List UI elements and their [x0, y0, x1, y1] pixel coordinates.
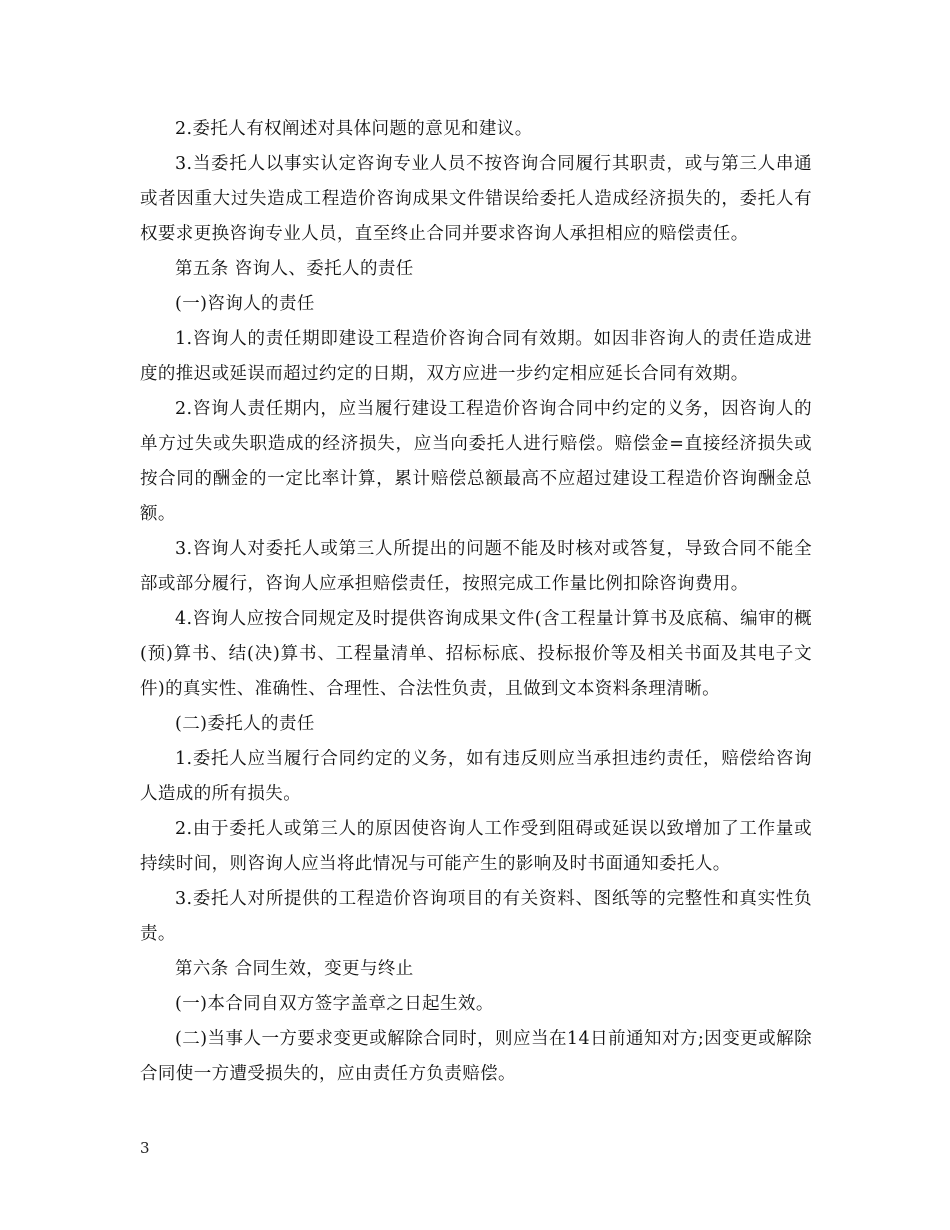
article-5-heading: 第五条 咨询人、委托人的责任 — [175, 259, 414, 279]
client-clause-3: 3.委托人对所提供的工程造价咨询项目的有关资料、图纸等的完整性和真实性负责。 — [140, 889, 812, 944]
client-clause-2: 2.由于委托人或第三人的原因使咨询人工作受到阻碍或延误以致增加了工作量或持续时间，则咨询人应当将此情况与可能产生的影响及时书面通知委托人。 — [140, 819, 812, 874]
effect-clause-1: (一)本合同自双方签字盖章之日起生效。 — [175, 994, 494, 1014]
section-client-responsibility: (二)委托人的责任 — [175, 714, 315, 734]
consultant-clause-1: 1.咨询人的责任期即建设工程造价咨询合同有效期。如因非咨询人的责任造成进度的推迟或延误而超过约定的日期，双方应进一步约定相应延长合同有效期。 — [140, 329, 812, 384]
document-body — [140, 112, 812, 1092]
consultant-clause-2: 2.咨询人责任期内，应当履行建设工程造价咨询合同中约定的义务，因咨询人的单方过失或失职造成的经济损失，应当向委托人进行赔偿。赔偿金=直接经济损失或按合同的酬金的一定比率计算，累计赔偿总额最高不应超过建设工程造价咨询酬金总额。 — [140, 399, 812, 524]
paragraph-item-3: 3.当委托人以事实认定咨询专业人员不按咨询合同履行其职责，或与第三人串通或者因重大过失造成工程造价咨询成果文件错误给委托人造成经济损失的，委托人有权要求更换咨询专业人员，直至终止合同并要求咨询人承担相应的赔偿责任。 — [140, 154, 812, 244]
consultant-clause-4: 4.咨询人应按合同规定及时提供咨询成果文件(含工程量计算书及底稿、编审的概(预)算书、结(决)算书、工程量清单、招标标底、投标报价等及相关书面及其电子文件)的真实性、准确性、合理性、合法性负责，且做到文本资料条理清晰。 — [140, 609, 812, 699]
effect-clause-2: (二)当事人一方要求变更或解除合同时，则应当在14日前通知对方;因变更或解除合同使一方遭受损失的，应由责任方负责赔偿。 — [140, 1029, 812, 1084]
client-clause-1: 1.委托人应当履行合同约定的义务，如有违反则应当承担违约责任，赔偿给咨询人造成的所有损失。 — [140, 749, 812, 804]
page-number: 3 — [140, 1139, 150, 1157]
consultant-clause-3: 3.咨询人对委托人或第三人所提出的问题不能及时核对或答复，导致合同不能全部或部分履行，咨询人应承担赔偿责任，按照完成工作量比例扣除咨询费用。 — [140, 539, 812, 594]
section-consultant-responsibility: (一)咨询人的责任 — [175, 294, 315, 314]
article-6-heading: 第六条 合同生效，变更与终止 — [175, 959, 414, 979]
paragraph-item-2: 2.委托人有权阐述对具体问题的意见和建议。 — [175, 119, 533, 139]
